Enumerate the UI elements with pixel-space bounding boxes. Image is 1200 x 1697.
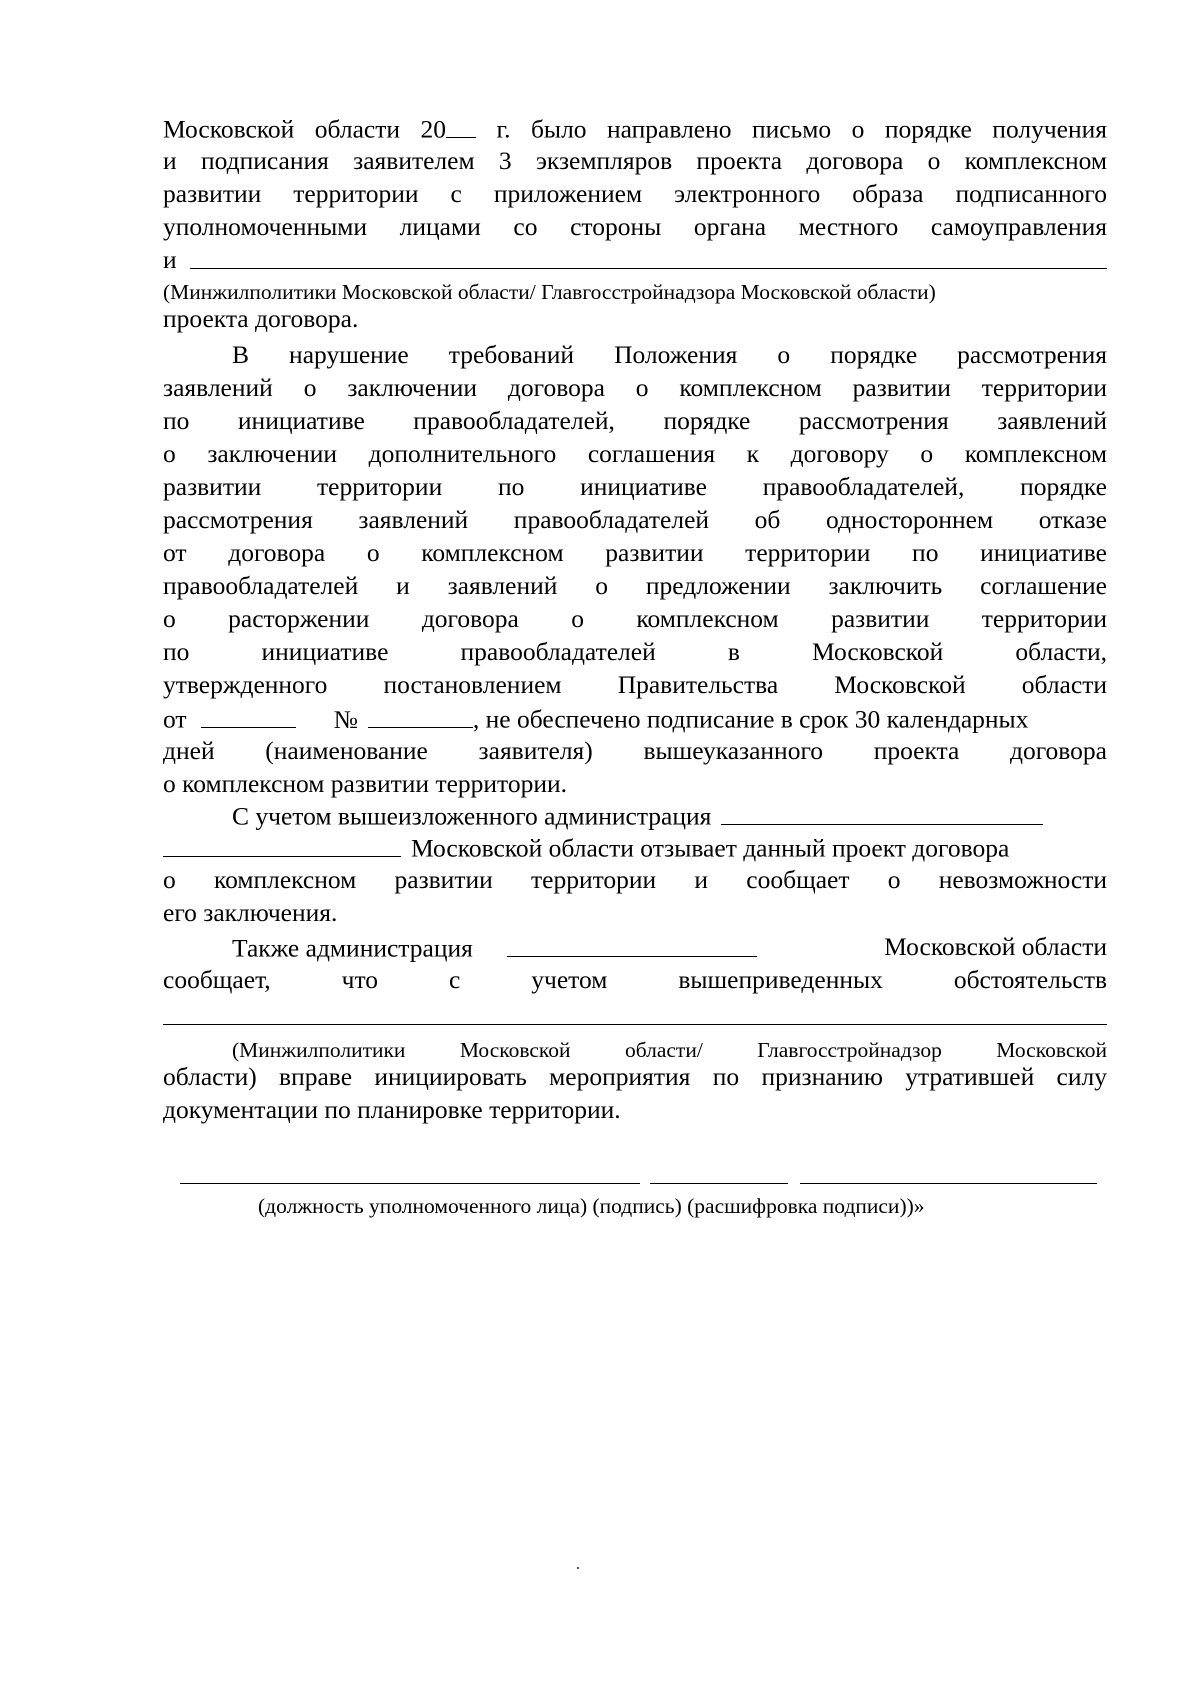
number-sign: № xyxy=(333,704,358,734)
paragraph-line-27: сообщает, что с учетом вышеприведенных обстоятельств xyxy=(163,965,1107,994)
paragraph-line-22 xyxy=(232,798,1107,833)
paragraph-line-4: уполномоченными лицами со стороны органа местного самоуправления xyxy=(163,212,1107,241)
paragraph-line-9: заявлений о заключении договора о комплексном развитии территории xyxy=(163,373,1107,402)
line-text: Московской области 20 xyxy=(163,114,447,144)
paragraph-line-19 xyxy=(163,701,1107,736)
line-text: от xyxy=(163,704,187,734)
paragraph-line-26 xyxy=(232,930,1107,965)
position-signature-line xyxy=(180,1183,640,1184)
paragraph-line-24: о комплексном развитии территории и сообщает о невозможности xyxy=(163,865,1107,894)
paragraph-line-3: развитии территории с приложением электронного образа подписанного xyxy=(163,179,1107,208)
paragraph-line-14: от договора о комплексном развитии территории по инициативе xyxy=(163,538,1107,567)
municipality-blank xyxy=(163,830,401,857)
paragraph-line-25: его заключения. xyxy=(163,898,338,927)
signature-decoding-line xyxy=(800,1183,1097,1184)
line-text: г. было направлено письмо о порядке получения xyxy=(476,114,1107,144)
paragraph-line-18: утвержденного постановлением Правительства Московской области xyxy=(163,670,1107,699)
number-blank xyxy=(368,701,473,728)
line-text: Московской области отзывает данный проект договора xyxy=(411,833,1010,863)
scan-speck xyxy=(577,1567,579,1569)
paragraph-line-7: проекта договора. xyxy=(163,304,359,333)
paragraph-line-23 xyxy=(163,830,1107,865)
authority-blank-line-2 xyxy=(163,1024,1107,1025)
year-blank xyxy=(446,111,476,138)
line-text: , не обеспечено подписание в срок 30 календарных xyxy=(472,704,1029,734)
paragraph-line-20: дней (наименование заявителя) вышеуказанного проекта договора xyxy=(163,736,1107,765)
paragraph-line-17: по инициативе правообладателей в Московской области, xyxy=(163,637,1107,666)
paragraph-line-28: (Минжилполитики Московской области/ Главгосстройнадзор Московской xyxy=(232,1038,1107,1062)
line-text: Также администрация xyxy=(232,933,473,963)
authority-caption: (Минжилполитики Московской области/ Главгосстройнадзора Московской области) xyxy=(163,280,936,304)
date-blank xyxy=(201,701,296,728)
paragraph-line-5: и xyxy=(163,245,177,274)
paragraph-line-29: области) вправе инициировать мероприятия по признанию утратившей силу xyxy=(163,1062,1107,1091)
line-text: С учетом вышеизложенного администрация xyxy=(232,801,712,831)
paragraph-line-10: по инициативе правообладателей, порядке рассмотрения заявлений xyxy=(163,406,1107,435)
paragraph-line-21: о комплексном развитии территории. xyxy=(163,769,568,798)
paragraph-line-13: рассмотрения заявлений правообладателей об одностороннем отказе xyxy=(163,505,1107,534)
line-text: Московской области xyxy=(884,932,1107,961)
authority-blank-line xyxy=(190,268,1107,269)
paragraph-line-1 xyxy=(163,111,1107,146)
paragraph-line-12: развитии территории по инициативе правообладателей, порядке xyxy=(163,472,1107,501)
paragraph-line-8: В нарушение требований Положения о порядке рассмотрения xyxy=(232,340,1107,369)
paragraph-line-2: и подписания заявителем 3 экземпляров проекта договора о комплексном xyxy=(163,146,1107,175)
paragraph-line-15: правообладателей и заявлений о предложении заключить соглашение xyxy=(163,571,1107,600)
paragraph-line-30: документации по планировке территории. xyxy=(163,1095,621,1124)
administration-blank xyxy=(721,798,1043,825)
paragraph-line-16: о расторжении договора о комплексном развитии территории xyxy=(163,604,1107,633)
signature-caption: (должность уполномоченного лица) (подпись) (расшифровка подписи))» xyxy=(258,1194,925,1218)
paragraph-line-11: о заключении дополнительного соглашения к договору о комплексном xyxy=(163,439,1107,468)
signature-line xyxy=(650,1183,788,1184)
administration-blank-2 xyxy=(507,930,757,957)
